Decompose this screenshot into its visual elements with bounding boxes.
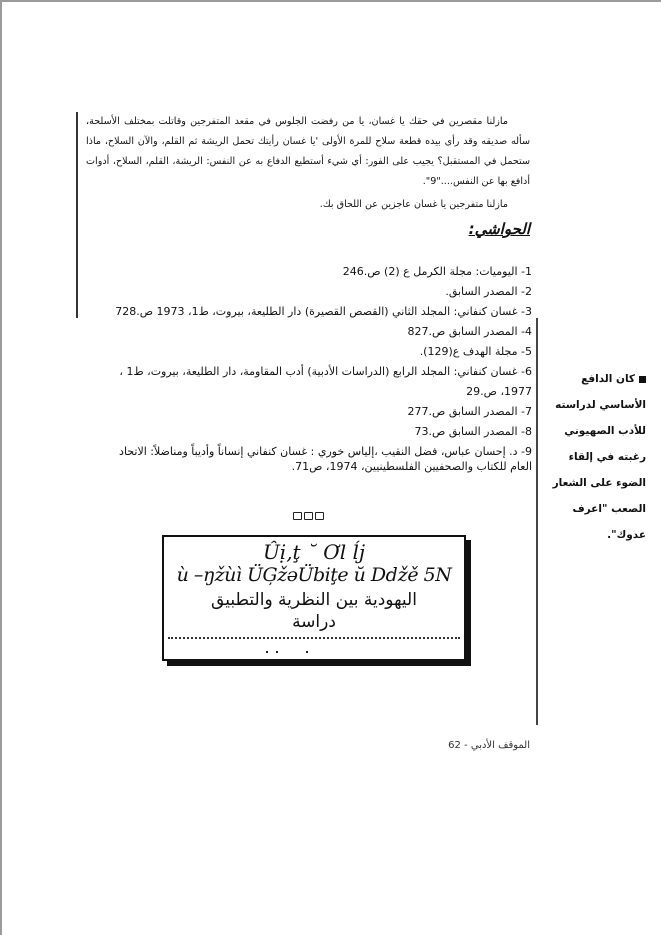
footnotes-heading: الحواشي:	[468, 220, 530, 238]
box-title-line-2: ù –ŋžùì ÜĢžəÜbiţe ŭ Dǆě 5N	[176, 564, 452, 586]
dotted-line	[168, 637, 460, 639]
footnote-2: 2- المصدر السابق.	[445, 285, 532, 298]
footnote-1: 1- اليوميات: مجلة الكرمل ع (2) ص.246	[342, 265, 532, 278]
article-body	[86, 112, 530, 215]
footnote-8: 8- المصدر السابق ص.73	[414, 425, 532, 438]
footnote-3: 3- غسان كنفاني: المجلد الثاني (القصص القصيرة) دار الطليعة، بيروت، ط1، 1973 ص.728	[115, 305, 532, 318]
section-separator	[293, 512, 326, 523]
pullquote-text: كان الدافع الأساسي لدراسته للأدب الصهيوني رغبته في إلقاء الضوء على الشعار الصعب "اعرف عدوك".	[552, 373, 646, 541]
footnote-9: 9- د. إحسان عباس، فضل النقيب ،إلياس خوري : غسان كنفاني إنساناً وأديباً ومناضلاً: الاتحاد العام للكتاب والصحفيين الفلسطينيين، 1974، ص71.	[119, 445, 532, 473]
separator-square-icon	[304, 512, 313, 520]
body-paragraph-2: مازلنا متفرجين يا غسان عاجزين عن اللحاق بك.	[319, 199, 508, 210]
separator-square-icon	[315, 512, 324, 520]
footnote-6: 6- غسان كنفاني: المجلد الرابع (الدراسات الأدبية) أدب المقاومة، دار الطليعة، بيروت، ط1 ، 1977، ص.29	[119, 365, 532, 398]
dot-mark	[306, 651, 308, 653]
footnote-4: 4- المصدر السابق ص.827	[407, 325, 532, 338]
footnote-5: 5- مجلة الهدف ع(129).	[419, 345, 532, 358]
dot-mark	[266, 651, 268, 653]
footnotes-list	[100, 262, 532, 474]
left-column-rule	[76, 112, 78, 318]
sidebar-pullquote	[548, 366, 646, 548]
right-column-rule	[536, 318, 538, 725]
dot-mark	[276, 651, 278, 653]
box-genre-label: دراسة	[292, 612, 336, 632]
box-title-line-1: Ûị,ţ ˘ Ơl ĺj	[262, 540, 366, 564]
page-footer: الموقف الأدبي - 62	[448, 740, 530, 751]
body-paragraph-1: مازلنا مقصرين في حقك يا غسان، يا من رفضت الجلوس في مقعد المتفرجين وقاتلت بمختلف الأسلحة، سأله صديقه وقد رأى بيده قطعة سلاح للمرة الأولى 'يا غسان رأيتك تحمل الريشة ثم القلم، والآن السلاح، ماذا ستحمل في المستقبل؟ يجيب على الفور: أي شيء أستطيع الدفاع به عن النفس: الريشة، القلم، السلاح، أدوات أدافع بها عن النفس...."9".	[86, 116, 530, 187]
square-bullet-icon	[639, 376, 646, 383]
separator-square-icon	[293, 512, 302, 520]
box-subtitle: اليهودية بين النظرية والتطبيق	[211, 590, 417, 610]
footnote-7: 7- المصدر السابق ص.277	[407, 405, 532, 418]
book-announcement-box	[162, 535, 466, 661]
